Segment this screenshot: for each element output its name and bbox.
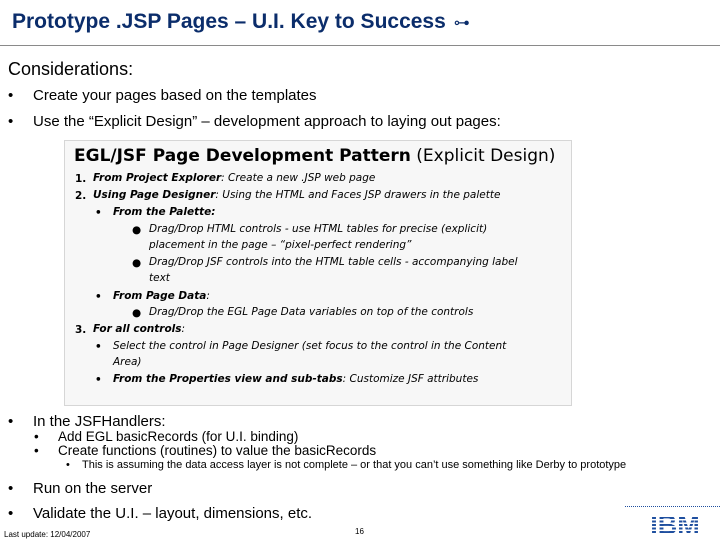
- pattern-step-2a: From the Palette:: [113, 206, 216, 218]
- slide-title: [12, 10, 470, 34]
- key-icon: ⊶: [453, 15, 470, 32]
- pattern-figure: [64, 140, 572, 406]
- bullet-dot-icon: •: [8, 480, 14, 497]
- pattern-step-1: From Project Explorer: Create a new .JSP web page: [93, 172, 376, 184]
- bullet-text: Run on the server: [33, 480, 153, 497]
- pattern-step-2a-i-cont: placement in the page – “pixel-perfect rendering”: [149, 239, 412, 251]
- pattern-step-3b: From the Properties view and sub-tabs: Customize JSF attributes: [113, 373, 479, 385]
- sub-sub-bullet-text: This is assuming the data access layer is not complete – or that you can’t use something like Derby to prototype: [82, 459, 627, 471]
- section-heading: Considerations:: [8, 59, 134, 79]
- bullet-dot-icon: •: [95, 291, 102, 303]
- slide-title-text: Prototype .JSP Pages – U.I. Key to Success: [12, 10, 446, 33]
- bullet-dot-icon: •: [8, 113, 14, 130]
- pattern-step-2a-ii-cont: text: [149, 272, 170, 284]
- bullet-dot-icon: •: [8, 87, 14, 104]
- step-number: 3.: [75, 324, 87, 336]
- pattern-step-3: For all controls:: [93, 323, 186, 335]
- ibm-logo: [635, 510, 715, 538]
- pattern-step-3a: Select the control in Page Designer (set focus to the control in the Content: [113, 340, 507, 352]
- pattern-step-2b-i: Drag/Drop the EGL Page Data variables on top of the controls: [149, 306, 474, 318]
- bullet-dot-icon: •: [95, 341, 102, 353]
- bullet-text: Validate the U.I. – layout, dimensions, etc.: [33, 505, 313, 522]
- ibm-logo-text: IBM: [650, 510, 700, 538]
- footer-divider: [625, 506, 720, 507]
- pattern-step-2: Using Page Designer: Using the HTML and Faces JSP drawers in the palette: [93, 189, 501, 201]
- pattern-step-2b: From Page Data:: [113, 290, 210, 302]
- sub-bullet-text: Add EGL basicRecords (for U.I. binding): [58, 429, 299, 444]
- pattern-title: EGL/JSF Page Development Pattern (Explicit Design): [74, 146, 556, 166]
- bullet-dot-icon: •: [34, 443, 39, 458]
- bullet-dot-icon: •: [66, 459, 70, 471]
- pattern-step-2a-ii: Drag/Drop JSF controls into the HTML table cells - accompanying label: [149, 256, 518, 268]
- bullet-dot-icon: •: [8, 413, 14, 430]
- step-number: 1.: [75, 173, 87, 185]
- bullet-dot-icon: •: [8, 505, 14, 522]
- pattern-step-3a-cont: Area): [113, 356, 142, 368]
- pattern-step-2a-i: Drag/Drop HTML controls - use HTML tables for precise (explicit): [149, 223, 488, 235]
- bullet-dot-icon: ●: [132, 257, 142, 269]
- bullet-dot-icon: •: [95, 374, 102, 386]
- bullet-dot-icon: •: [34, 429, 39, 444]
- bullet-dot-icon: ●: [132, 307, 142, 319]
- bullet-dot-icon: •: [95, 207, 102, 219]
- bullet-text: In the JSFHandlers:: [33, 413, 166, 430]
- sub-bullet-text: Create functions (routines) to value the basicRecords: [58, 443, 377, 458]
- bullet-text: Use the “Explicit Design” – development approach to laying out pages:: [33, 113, 501, 130]
- page-number: 16: [355, 527, 364, 536]
- last-update-text: Last update: 12/04/2007: [4, 530, 91, 539]
- step-number: 2.: [75, 190, 87, 202]
- bullet-dot-icon: ●: [132, 224, 142, 236]
- bullet-text: Create your pages based on the templates: [33, 87, 317, 104]
- title-divider: [0, 45, 720, 46]
